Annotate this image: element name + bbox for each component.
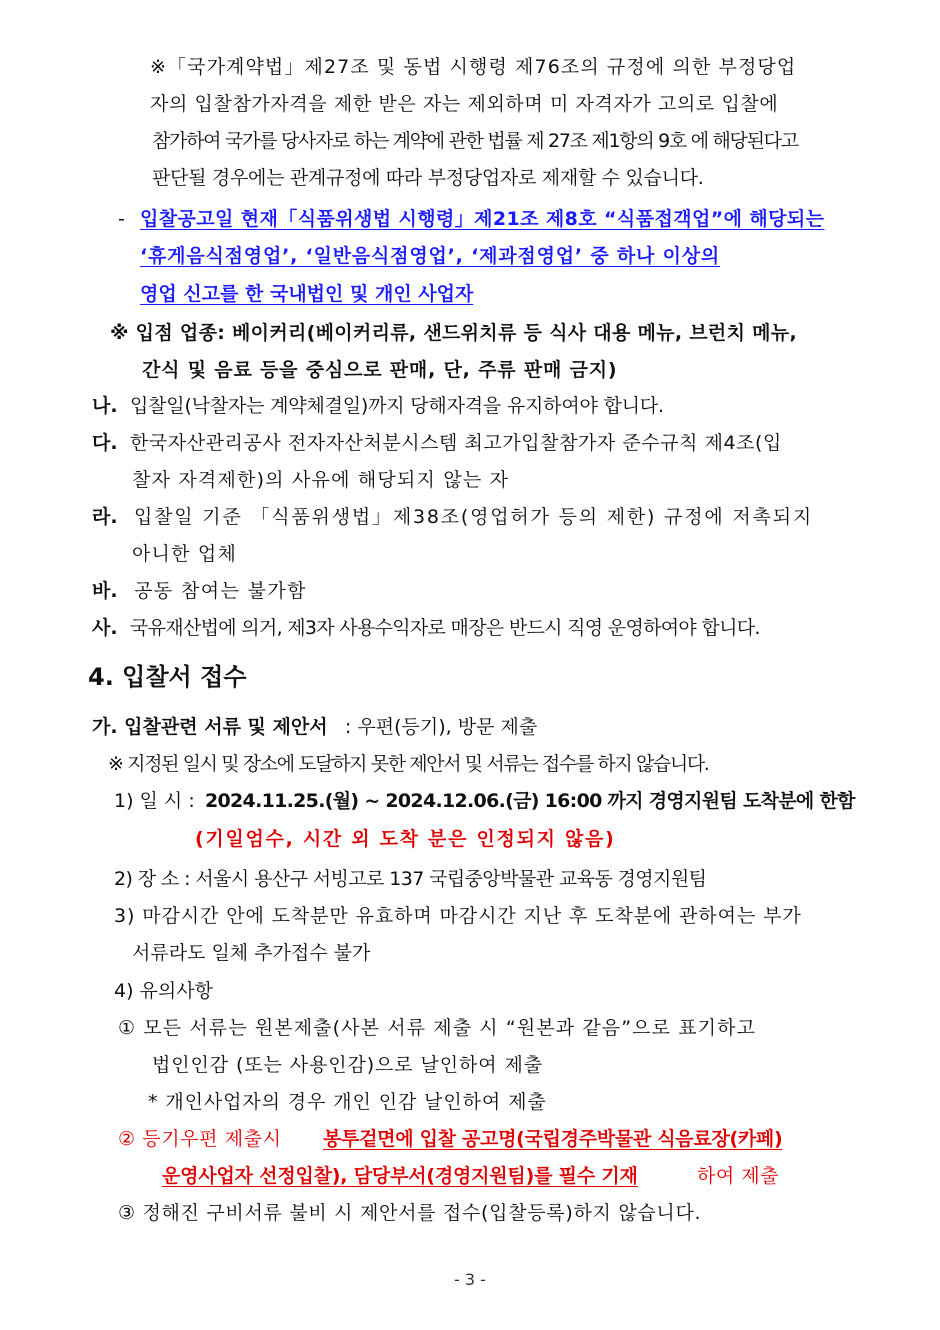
text-line: 3) 마감시간 안에 도착분만 유효하며 마감시간 지난 후 도착분에 관하여는 부가	[114, 905, 802, 927]
text-line: * 개인사업자의 경우 개인 인감 날인하여 제출	[148, 1091, 547, 1113]
bullet-dash: -	[118, 208, 125, 230]
text-line: 하여 제출	[697, 1165, 779, 1187]
business-type-note: ※ 입점 업종: 베이커리(베이커리류, 샌드위치류 등 식사 대용 메뉴, 브런치 메뉴,	[110, 322, 797, 344]
notice-line: ※ 지정된 일시 및 장소에 도달하지 못한 제안서 및 서류는 접수를 하지 않습니다.	[108, 753, 709, 775]
eligibility-highlight: 영업 신고를 한 국내법인 및 개인 사업자	[140, 283, 474, 305]
section-heading: 4. 입찰서 접수	[88, 663, 247, 691]
item-marker: 바.	[92, 580, 118, 602]
text-line: 아니한 업체	[132, 543, 238, 565]
envelope-requirement: 봉투겉면에 입찰 공고명(국립경주박물관 식음료장(카페)	[323, 1128, 783, 1150]
registered-mail-label: ② 등기우편 제출시	[118, 1128, 282, 1150]
text-line: 한국자산관리공사 전자자산처분시스템 최고가입찰참가자 준수규칙 제4조(입	[130, 432, 782, 454]
item-marker: 다.	[92, 432, 118, 454]
text-line: 4) 유의사항	[114, 980, 213, 1002]
business-type-note: 간식 및 음료 등을 중심으로 판매, 단, 주류 판매 금지)	[142, 359, 618, 381]
text-line: 법인인감 (또는 사용인감)으로 날인하여 제출	[152, 1054, 543, 1076]
list-label: 1) 일 시 :	[114, 790, 195, 812]
item-marker: 나.	[92, 395, 118, 417]
deadline-warning: (기일엄수, 시간 외 도착 분은 인정되지 않음)	[195, 828, 616, 850]
text-line: 판단될 경우에는 관계규정에 따라 부정당업자로 제재할 수 있습니다.	[152, 167, 704, 189]
eligibility-highlight: 입찰공고일 현재「식품위생법 시행령」제21조 제8호 “식품접객업”에 해당되는	[140, 208, 825, 230]
text-line: ※「국가계약법」제27조 및 동법 시행령 제76조의 규정에 의한 부정당업	[150, 56, 797, 78]
item-marker: 사.	[92, 617, 118, 639]
text-line: 국유재산법에 의거, 제3자 사용수익자로 매장은 반드시 직영 운영하여야 합니다.	[130, 617, 760, 639]
text-line: ① 모든 서류는 원본제출(사본 서류 제출 시 “원본과 같음”으로 표기하고	[118, 1017, 757, 1039]
schedule-date: 2024.11.25.(월) ~ 2024.12.06.(금) 16:00 까지 경영지원팀 도착분에 한함	[205, 790, 855, 812]
subsection-title: 가. 입찰관련 서류 및 제안서	[92, 716, 328, 738]
text-line: 찰자 자격제한)의 사유에 해당되지 않는 자	[132, 469, 510, 491]
text-line: 입찰일(낙찰자는 계약체결일)까지 당해자격을 유지하여야 합니다.	[130, 395, 664, 417]
page-number: - 3 -	[454, 1270, 486, 1289]
text-line: 입찰일 기준 「식품위생법」제38조(영업허가 등의 제한) 규정에 저촉되지	[134, 506, 813, 528]
envelope-requirement: 운영사업자 선정입찰), 담당부서(경영지원팀)를 필수 기재	[162, 1165, 638, 1187]
text-line: 자의 입찰참가자격을 제한 받은 자는 제외하며 미 자격자가 고의로 입찰에	[150, 93, 779, 115]
text-line: 서류라도 일체 추가접수 불가	[132, 942, 371, 964]
text-line: ③ 정해진 구비서류 불비 시 제안서를 접수(입찰등록)하지 않습니다.	[118, 1202, 702, 1224]
text-line: : 우편(등기), 방문 제출	[345, 716, 538, 738]
eligibility-highlight: ‘휴게음식점영업’, ‘일반음식점영업’, ‘제과점영업’ 중 하나 이상의	[140, 245, 721, 267]
text-line: 공동 참여는 불가함	[134, 580, 307, 602]
item-marker: 라.	[92, 506, 118, 528]
text-line: 2) 장 소 : 서울시 용산구 서빙고로 137 국립중앙박물관 교육동 경영지원팀	[114, 868, 707, 890]
text-line: 참가하여 국가를 당사자로 하는 계약에 관한 법률 제 27조 제1항의 9호 에 해당된다고	[152, 130, 798, 152]
